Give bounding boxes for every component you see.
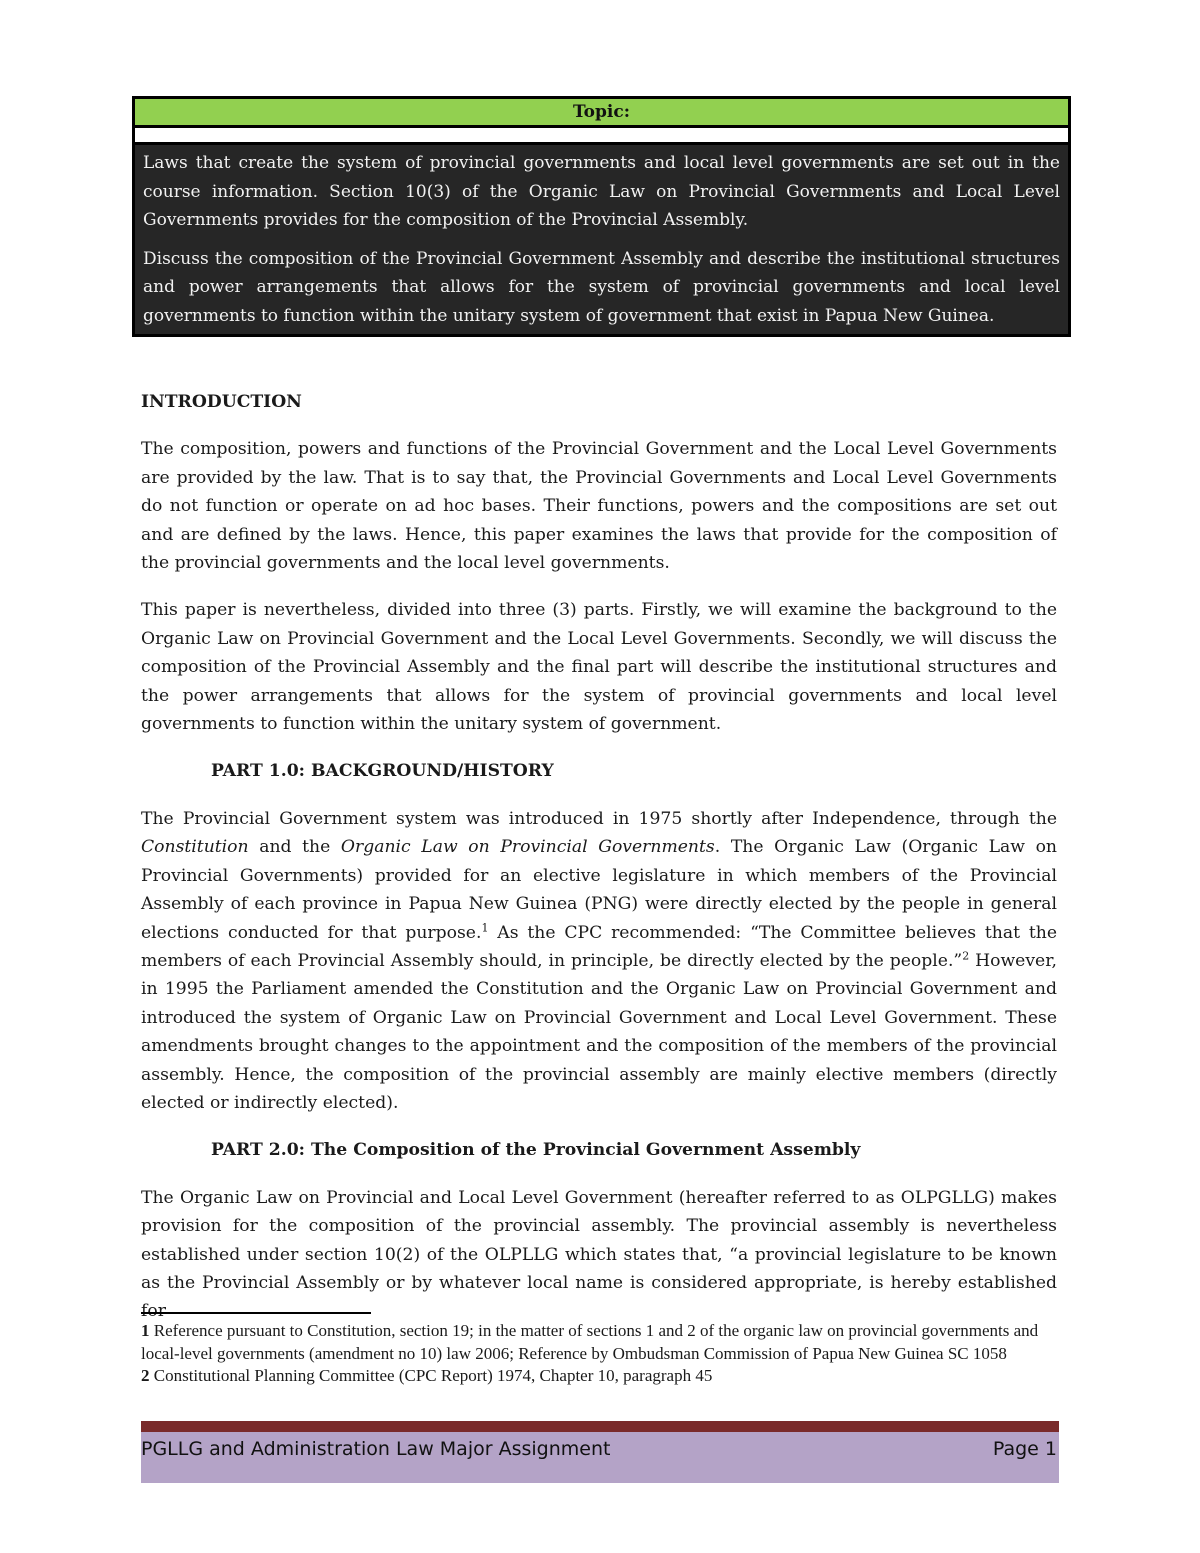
introduction-heading: INTRODUCTION	[141, 392, 302, 412]
footnote	[141, 1320, 1057, 1365]
introduction-paragraph: This paper is nevertheless, divided into three (3) parts. Firstly, we will examine the background to the Organic Law on Provincial Government and the Local Level Governments. Secondly, we will discuss the composition of the Provincial Assembly and the final part will describe the institutional structures and the power arrangements that allows for the system of provincial governments and local level governments to function within the unitary system of government.	[141, 600, 1057, 735]
topic-paragraph: Laws that create the system of provincial governments and local level governments are set out in the course information. Section 10(3) of the Organic Law on Provincial Governments and Local Level Governments provides for the composition of the Provincial Assembly.	[143, 153, 1060, 230]
part2-paragraph: The Organic Law on Provincial and Local Level Government (hereafter referred to as OLPGLLG) makes provision for the composition of the provincial assembly. The provincial assembly is nevertheless established under section 10(2) of the OLPLLG which states that, “a provincial legislature to be known as the Provincial Assembly or by whatever local name is considered appropriate, is hereby established	[141, 1187, 1057, 1293]
topic-body	[135, 142, 1068, 334]
footnote-number: 1	[141, 1321, 150, 1340]
footnote-text: Constitutional Planning Committee (CPC Report) 1974, Chapter 10, paragraph 45	[149, 1366, 713, 1385]
footer-accent-bar	[141, 1421, 1059, 1432]
italic-run: Organic Law on Provincial Governments	[340, 837, 715, 858]
footnote	[141, 1365, 1057, 1388]
part1-paragraph	[141, 805, 1057, 1117]
footnote-number: 2	[141, 1366, 150, 1385]
part1-heading: PART 1.0: BACKGROUND/HISTORY	[211, 761, 554, 782]
italic-run: Constitution	[141, 837, 249, 858]
footnote-ref[interactable]: 2	[962, 949, 970, 963]
document-body	[141, 388, 1057, 1345]
text-run: However, in 1995 the Parliament amended the Constitution and the Organic Law on Provincial Government and introduced the system of Organic Law on Provincial Government and Local Level Government. These amendments brought changes to the appointment and the composition of the members of the provincial assembly. Hence, the composition of the provincial assembly are mainly elective members (directly elected or indirectly elected).	[141, 950, 1058, 1113]
text-run: . The Organic Law (Organic Law on Provincial Governments) provided for an elective legislature in which members of the Provincial Assembly of each province in Papua New Guinea (PNG) were directly elected by the people in general elections conducted for that purpose.	[141, 837, 1057, 943]
page-number: Page 1	[992, 1438, 1057, 1460]
text-run: The Provincial Government system was introduced in 1975 shortly after Independence, through the	[141, 808, 1057, 829]
text-run: and the	[248, 837, 341, 858]
introduction-paragraph: The composition, powers and functions of the Provincial Government and the Local Level Governments are provided by the law. That is to say that, the Provincial Governments and Local Level Governments do not function or operate on ad hoc bases. Their functions, powers and the compositions are set out and are defined by the laws. Hence, this paper examines the laws that provide for the composition of the provincial governments and the local level governments.	[141, 439, 1057, 574]
footnote-separator	[141, 1312, 371, 1314]
footer-title: PGLLG and Administration Law Major Assignment	[141, 1438, 611, 1460]
topic-box	[132, 96, 1071, 337]
topic-paragraph: Discuss the composition of the Provincial Government Assembly and describe the institutional structures and power arrangements that allows for the system of provincial governments and local level governments to function within the unitary system of government that exist in Papua New Guinea.	[143, 248, 1060, 326]
footnotes	[141, 1320, 1057, 1388]
topic-heading: Topic:	[135, 99, 1068, 128]
topic-spacer	[135, 128, 1068, 142]
footnote-text: Reference pursuant to Constitution, section 19; in the matter of sections 1 and 2 of the organic law on provincial governments and local-level governments (amendment no 10) law 2006; Reference by Ombudsman Commission of Papua New Guinea SC 1058	[141, 1321, 1039, 1363]
part2-heading: PART 2.0: The Composition of the Provincial Government Assembly	[211, 1140, 861, 1161]
footnote-ref[interactable]: 1	[481, 920, 489, 934]
text-run: As the CPC recommended: “The Committee believes that the members of each Provincial Assembly should, in principle, be directly elected by the people.”	[141, 922, 1057, 971]
page-footer	[141, 1432, 1059, 1483]
